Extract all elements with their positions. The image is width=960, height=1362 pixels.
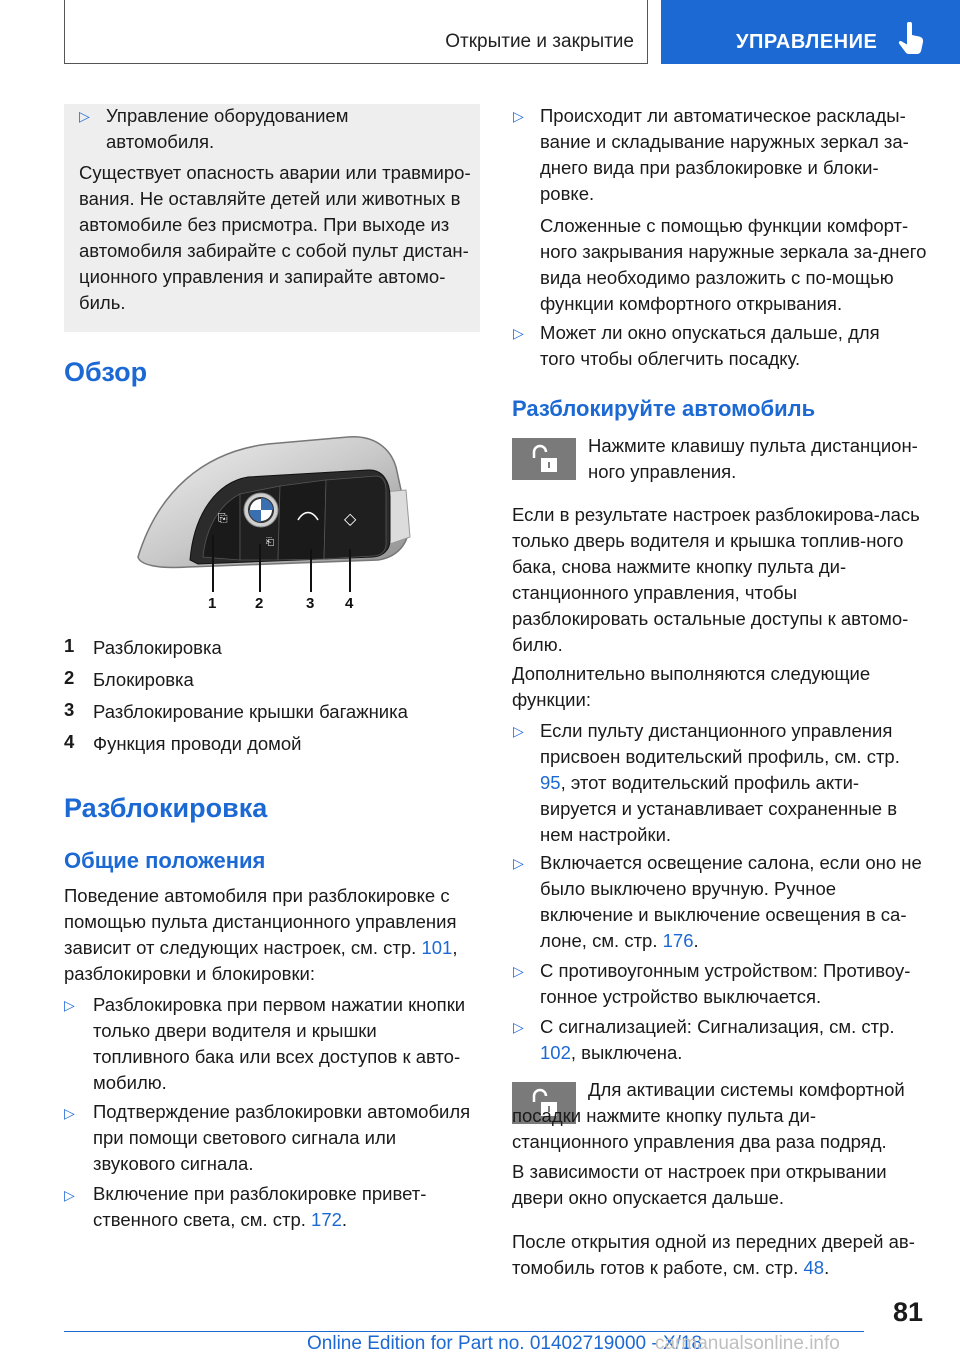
hand-pointer-icon <box>896 22 928 56</box>
legend-text: Разблокирование крышки багажника <box>93 701 408 722</box>
legend-number: 3 <box>64 699 75 720</box>
unlock-padlock-icon <box>512 438 576 480</box>
bullet-item: Включение при разблокировке привет-ственного света, см. стр. 172. <box>93 1183 427 1230</box>
page-number: 81 <box>893 1297 924 1327</box>
callout-3: 3 <box>306 595 315 612</box>
legend-number: 4 <box>64 731 75 752</box>
press-key-text: Нажмите клавишу пульта дистанцион-ного управления. <box>588 435 918 482</box>
bullet-item: Если пульту дистанционного управления присвоен водительский профиль, см. стр. 95, этот водительский профиль акти-вируется и устанавливает сохраненные в нем настройки. <box>540 720 900 845</box>
page-link[interactable]: 95 <box>540 772 561 793</box>
bullet-marker: ▷ <box>513 855 524 871</box>
legend-text: Функция проводи домой <box>93 733 302 754</box>
bullet-marker: ▷ <box>513 325 524 341</box>
unlock-car-heading: Разблокируйте автомобиль <box>512 396 816 421</box>
general-heading: Общие положения <box>64 848 266 873</box>
bullet-item: Включается освещение салона, если оно не было выключено вручную. Ручное включение и выключение освещения в са-лоне, см. стр. 176. <box>540 852 922 951</box>
paragraph: После открытия одной из передних дверей ав-томобиль готов к работе, см. стр. 48. <box>512 1231 915 1278</box>
callout-2: 2 <box>255 595 264 612</box>
paragraph: В зависимости от настроек при открывании двери окно опускается дальше. <box>512 1161 887 1208</box>
chapter-tab[interactable] <box>661 0 960 64</box>
unlock-heading: Разблокировка <box>64 793 268 823</box>
legend-text: Блокировка <box>93 669 194 690</box>
warning-text: Существует опасность аварии или травмиро-вания. Не оставляйте детей или животных в автомобиле без присмотра. При выходе из автомобиля забирайте с собой пульт дистан-ционного управления и запирайте автомо-биль. <box>79 162 471 313</box>
page-link[interactable]: 48 <box>803 1257 825 1278</box>
general-text: Поведение автомобиля при разблокировке с помощью пульта дистанционного управления зависит от следующих настроек, см. стр. 101, разблокировки и блокировки: <box>64 885 458 984</box>
bullet-item: Происходит ли автоматическое расклады-вание и складывание наружных зеркал за-днего вида при разблокировке и блоки-ровке. <box>540 105 909 204</box>
svg-text:⎗: ⎗ <box>266 537 274 548</box>
callout-1: 1 <box>208 595 217 612</box>
legend-number: 1 <box>64 635 75 656</box>
bullet-marker: ▷ <box>64 1105 75 1121</box>
callout-4: 4 <box>345 595 354 612</box>
paragraph: Если в результате настроек разблокирова-лась только дверь водителя и крышка топлив-ного бака, снова нажмите кнопку пульта ди-станционного управления, чтобы разблокировать остальные доступы к автомо-билю. <box>512 504 920 655</box>
section-title: Открытие и закрытие <box>445 31 634 52</box>
svg-text:⎘: ⎘ <box>218 511 228 525</box>
bullet-item: Может ли окно опускаться дальше, для того чтобы облегчить посадку. <box>540 322 880 369</box>
legend-text: Разблокировка <box>93 637 222 658</box>
footer-rule <box>64 1331 864 1332</box>
bullet-item: Подтверждение разблокировки автомобиля при помощи светового сигнала или звукового сигнала. <box>93 1101 471 1174</box>
page-link[interactable]: 176 <box>662 930 694 951</box>
bullet-item: С сигнализацией: Сигнализация, см. стр. 102, выключена. <box>540 1016 895 1063</box>
bullet-marker: ▷ <box>79 108 90 124</box>
bullet-item: Разблокировка при первом нажатии кнопки только двери водителя и крышки топливного бака или всех доступов к авто-мобилю. <box>93 994 466 1093</box>
watermark: carmanualsonline.info <box>655 1333 840 1354</box>
bullet-marker: ▷ <box>513 1019 524 1035</box>
edition-text: Online Edition for Part no. 01402719000 - X/18 <box>307 1333 703 1354</box>
page-link[interactable]: 172 <box>311 1209 342 1230</box>
svg-text:◇: ◇ <box>344 509 357 528</box>
paragraph: Дополнительно выполняются следующие функции: <box>512 663 871 710</box>
overview-heading: Обзор <box>64 357 148 387</box>
key-fob-image <box>128 432 418 612</box>
page-link[interactable]: 102 <box>540 1042 571 1063</box>
bullet-marker: ▷ <box>64 997 75 1013</box>
warning-bullet: Управление оборудованием автомобиля. <box>106 105 349 152</box>
bullet-marker: ▷ <box>64 1187 75 1203</box>
page-link[interactable]: 101 <box>421 937 453 958</box>
comfort-text: Для активации системы комфортной посадки нажмите кнопку пульта ди-станционного управления два раза подряд. <box>512 1079 905 1152</box>
bullet-sub-item: Сложенные с помощью функции комфорт-ного закрывания наружные зеркала за-днего вида необходимо разложить с по-мощью функции комфортного открывания. <box>540 215 927 314</box>
bullet-item: С противоугонным устройством: Противоу-гонное устройство выключается. <box>540 960 911 1007</box>
chapter-tab-label: УПРАВЛЕНИЕ <box>736 31 878 53</box>
bullet-marker: ▷ <box>513 963 524 979</box>
bullet-marker: ▷ <box>513 108 524 124</box>
bullet-marker: ▷ <box>513 723 524 739</box>
legend-number: 2 <box>64 667 75 688</box>
